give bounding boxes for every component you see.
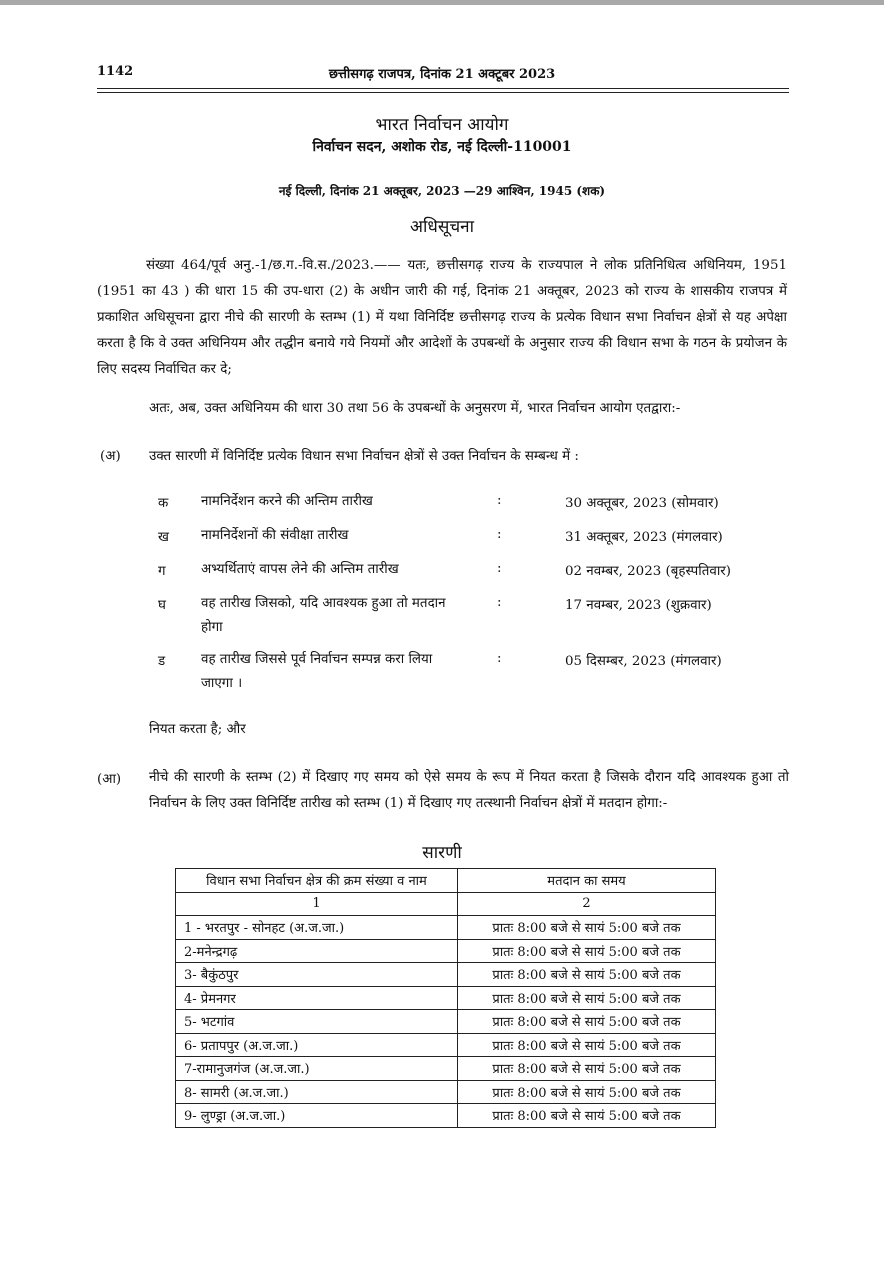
header-rule-top [97,88,789,89]
poll-time-cell: प्रातः 8:00 बजे से सायं 5:00 बजे तक [458,1033,716,1057]
notification-title: अधिसूचना [410,217,474,237]
poll-time-cell: प्रातः 8:00 बजे से सायं 5:00 बजे तक [458,939,716,963]
clause-aa-marker: (आ) [97,772,122,787]
date-item-value: 30 अक्तूबर, 2023 (सोमवार) [565,496,719,511]
table-row [176,1010,716,1034]
table-row [176,986,716,1010]
constituency-cell: 8- सामरी (अ.ज.जा.) [176,1080,458,1104]
schedule-title: सारणी [422,843,462,863]
date-item-value: 17 नवम्बर, 2023 (शुक्रवार) [565,598,712,613]
table-row [176,1080,716,1104]
header-poll-time: मतदान का समय [458,869,716,893]
clause-a-closing: नियत करता है; और [149,722,246,737]
scan-top-edge [0,0,884,5]
table-row [176,916,716,940]
poll-time-cell: प्रातः 8:00 बजे से सायं 5:00 बजे तक [458,1057,716,1081]
constituency-cell: 3- बैकुंठपुर [176,963,458,987]
poll-time-cell: प्रातः 8:00 बजे से सायं 5:00 बजे तक [458,1010,716,1034]
date-item-colon: : [497,651,502,666]
date-item-label: वह तारीख जिसको, यदि आवश्यक हुआ तो मतदान होगा [201,596,446,635]
date-item-label: अभ्यर्थिताएं वापस लेने की अन्तिम तारीख [201,562,399,577]
page-number: 1142 [97,64,134,79]
dateline: नई दिल्ली, दिनांक 21 अक्तूबर, 2023 —29 आश्विन, 1945 (शक) [278,184,606,198]
date-item-letter: ख [158,530,169,545]
date-item-value: 05 दिसम्बर, 2023 (मंगलवार) [565,654,722,669]
poll-time-cell: प्रातः 8:00 बजे से सायं 5:00 बजे तक [458,986,716,1010]
date-item-value: 02 नवम्बर, 2023 (बृहस्पतिवार) [565,564,732,579]
date-item-letter: ड [158,654,166,669]
date-item-colon: : [497,561,502,576]
schedule-table [175,868,716,1128]
issuer-address: निर्वाचन सदन, अशोक रोड, नई दिल्ली-110001 [312,139,572,155]
constituency-cell: 6- प्रतापपुर (अ.ज.जा.) [176,1033,458,1057]
running-head: छत्तीसगढ़ राजपत्र, दिनांक 21 अक्टूबर 2023 [328,67,556,82]
column-number-1: 1 [176,892,458,916]
date-item-label: नामनिर्देशन करने की अन्तिम तारीख [201,494,373,509]
table-row [176,939,716,963]
poll-time-cell: प्रातः 8:00 बजे से सायं 5:00 बजे तक [458,1104,716,1128]
table-header-row [176,869,716,893]
clause-a-marker: (अ) [100,449,121,464]
date-item-colon: : [497,595,502,610]
date-item-value: 31 अक्तूबर, 2023 (मंगलवार) [565,530,723,545]
date-item-letter: ग [158,564,166,579]
poll-time-cell: प्रातः 8:00 बजे से सायं 5:00 बजे तक [458,916,716,940]
column-number-row [176,892,716,916]
header-rule-bottom [97,92,789,93]
date-item-letter: क [158,496,169,511]
constituency-cell: 5- भटगांव [176,1010,458,1034]
constituency-cell: 9- लुण्ड्रा (अ.ज.जा.) [176,1104,458,1128]
constituency-cell: 1 - भरतपुर - सोनहट (अ.ज.जा.) [176,916,458,940]
clause-a-text: उक्त सारणी में विनिर्दिष्ट प्रत्येक विधान सभा निर्वाचन क्षेत्रों से उक्त निर्वाचन के सम्बन्ध में : [149,449,579,464]
constituency-cell: 4- प्रेमनगर [176,986,458,1010]
now-therefore-paragraph: अतः, अब, उक्त अधिनियम की धारा 30 तथा 56 के उपबन्धों के अनुसरण में, भारत निर्वाचन आयोग एतद्वारा:- [149,401,681,416]
issuing-organization: भारत निर्वाचन आयोग [375,115,509,135]
table-row [176,963,716,987]
date-item-label: नामनिर्देशनों की संवीक्षा तारीख [201,528,349,543]
date-item-colon: : [497,527,502,542]
date-item-colon: : [497,493,502,508]
table-row [176,1104,716,1128]
poll-time-cell: प्रातः 8:00 बजे से सायं 5:00 बजे तक [458,1080,716,1104]
table-row [176,1057,716,1081]
date-item-letter: घ [158,598,166,613]
date-item-label: वह तारीख जिससे पूर्व निर्वाचन सम्पन्न करा लिया जाएगा । [201,652,433,691]
preamble-paragraph: संख्या 464/पूर्व अनु.-1/छ.ग.-वि.स./2023.—— यतः, छत्तीसगढ़ राज्य के राज्यपाल ने लोक प्रतिनिधित्व अधिनियम, 1951 (1951 का 43 ) की धारा 15 की उप-धारा (2) के अधीन जारी की गई, दिनांक 21 अक्तूबर, 2023 को राज्य के शासकीय राजपत्र में प्रकाशित अधिसूचना द्वारा नीचे की सारणी के स्तम्भ (1) में यथा विनिर्दिष्ट छत्तीसगढ़ राज्य के प्रत्येक विधान सभा निर्वाचन क्षेत्रों से यह अपेक्षा करता है कि वे उक्त अधिनियम और तद्धीन बनाये गये नियमों और आदेशों के उपबन्धों के अनुसार राज्य की विधान सभा के गठन के प्रयोजन के लिए सदस्य निर्वाचित कर दे; [97,258,787,377]
column-number-2: 2 [458,892,716,916]
poll-time-cell: प्रातः 8:00 बजे से सायं 5:00 बजे तक [458,963,716,987]
table-row [176,1033,716,1057]
constituency-cell: 7-रामानुजगंज (अ.ज.जा.) [176,1057,458,1081]
header-constituency: विधान सभा निर्वाचन क्षेत्र की क्रम संख्या व नाम [176,869,458,893]
constituency-cell: 2-मनेन्द्रगढ़ [176,939,458,963]
clause-aa-text: नीचे की सारणी के स्तम्भ (2) में दिखाए गए समय को ऐसे समय के रूप में नियत करता है जिसके दौरान यदि आवश्यक हुआ तो निर्वाचन के लिए उक्त विनिर्दिष्ट तारीख को स्तम्भ (1) में दिखाए गए तत्स्थानी निर्वाचन क्षेत्रों में मतदान होगा:- [149,770,789,811]
